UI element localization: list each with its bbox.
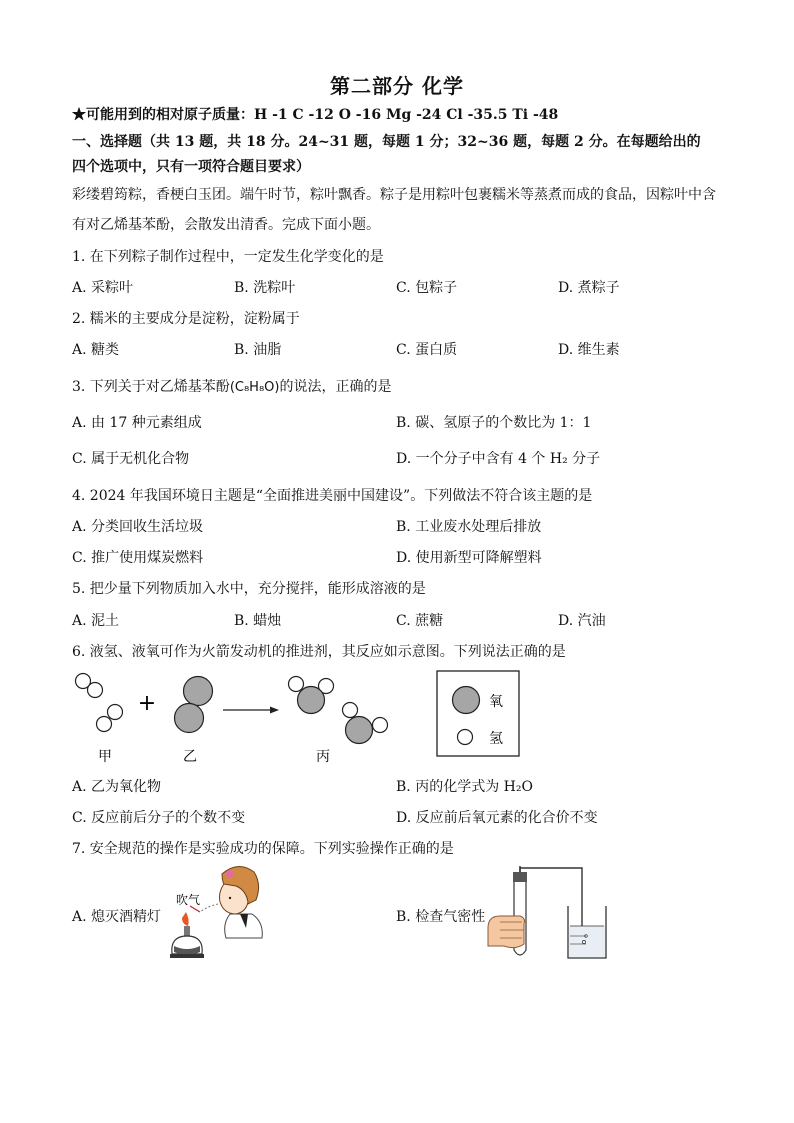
q2-option-b: B. 油脂: [234, 342, 282, 358]
q3-option-c: C. 属于无机化合物: [72, 451, 190, 467]
hydrogen-atom: [88, 683, 103, 698]
question-5-stem: 5. 把少量下列物质加入水中，充分搅拌，能形成溶液的是: [72, 581, 426, 597]
blowing-lamp-illustration: [160, 862, 270, 968]
legend-oxygen-label: 氧: [489, 694, 503, 710]
label-bing: 丙: [316, 749, 330, 765]
page-title: 第二部分 化学: [330, 74, 464, 98]
reaction-arrow: [223, 707, 279, 714]
oxygen-atom: [175, 704, 204, 733]
hydrogen-atom: [373, 718, 388, 733]
q4-option-c: C. 推广使用煤炭燃料: [72, 550, 204, 566]
question-6-stem: 6. 液氢、液氧可作为火箭发动机的推进剂，其反应如示意图。下列说法正确的是: [72, 644, 566, 660]
q5-option-c: C. 蔗糖: [396, 613, 444, 629]
hydrogen-atom: [343, 703, 358, 718]
section-heading-line-1: 一、选择题（共 13 题，共 18 分。24~31 题，每题 1 分；32~36 题，每题 2 分。在每题给出的: [72, 134, 701, 150]
oxygen-atom: [298, 687, 325, 714]
oxygen-legend-icon: [453, 687, 480, 714]
question-7-stem: 7. 安全规范的操作是实验成功的保障。下列实验操作正确的是: [72, 841, 454, 857]
question-4-stem: 4. 2024 年我国环境日主题是“全面推进美丽中国建设”。下列做法不符合该主题的是: [72, 488, 593, 504]
oxygen-atom: [184, 677, 213, 706]
q1-option-d: D. 煮粽子: [558, 280, 620, 296]
reaction-diagram: [65, 668, 535, 768]
q2-option-a: A. 糖类: [72, 342, 120, 358]
q1-option-c: C. 包粽子: [396, 280, 458, 296]
blow-air-label: 吹气: [176, 893, 201, 907]
legend-box: [437, 671, 519, 756]
q2-option-c: C. 蛋白质: [396, 342, 458, 358]
question-3-stem: [72, 376, 391, 396]
q3-formula: (C₈H₈O): [229, 380, 280, 395]
q3-option-b: B. 碳、氢原子的个数比为 1：1: [396, 415, 592, 431]
q4-option-d: D. 使用新型可降解塑料: [396, 550, 542, 566]
atomic-masses: ★可能用到的相对原子质量：H -1 C -12 O -16 Mg -24 Cl -35.5 Ti -48: [72, 107, 559, 123]
molecule-jia: [76, 674, 123, 732]
airtightness-check-illustration: [486, 866, 616, 966]
q1-option-a: A. 采粽叶: [72, 280, 134, 296]
q6-option-c: C. 反应前后分子的个数不变: [72, 810, 246, 826]
hair-bow-icon: [226, 870, 234, 878]
hydrogen-atom: [108, 705, 123, 720]
plus-sign: +: [137, 691, 157, 716]
hydrogen-atom: [97, 717, 112, 732]
molecule-bing: [289, 677, 388, 744]
question-1-stem: 1. 在下列粽子制作过程中，一定发生化学变化的是: [72, 249, 384, 265]
label-yi: 乙: [183, 749, 197, 765]
legend-hydrogen-label: 氢: [489, 731, 503, 747]
section-heading-line-2: 四个选项中，只有一项符合题目要求）: [72, 159, 310, 175]
q7-option-a: A. 熄灭酒精灯: [72, 909, 162, 925]
q2-option-d: D. 维生素: [558, 342, 620, 358]
oxygen-atom: [346, 717, 373, 744]
q3-option-d: D. 一个分子中含有 4 个 H₂ 分子: [396, 451, 601, 467]
hydrogen-atom: [289, 677, 304, 692]
molecule-yi: [175, 677, 213, 733]
q6-option-a: A. 乙为氧化物: [72, 779, 162, 795]
q1-option-b: B. 洗粽叶: [234, 280, 296, 296]
q4-option-a: A. 分类回收生活垃圾: [72, 519, 204, 535]
q6-option-d: D. 反应前后氧元素的化合价不变: [396, 810, 598, 826]
label-jia: 甲: [98, 749, 112, 765]
q7-option-b: B. 检查气密性: [396, 909, 486, 925]
q5-option-d: D. 汽油: [558, 613, 606, 629]
q3-option-a: A. 由 17 种元素组成: [72, 415, 202, 431]
q5-option-b: B. 蜡烛: [234, 613, 282, 629]
q3-stem-prefix: 3. 下列关于对乙烯基苯酚: [72, 379, 230, 395]
passage-line-2: 有对乙烯基苯酚，会散发出清香。完成下面小题。: [72, 217, 380, 233]
hydrogen-legend-icon: [458, 730, 473, 745]
q3-stem-suffix: 的说法，正确的是: [279, 379, 392, 395]
passage-line-1: 彩缕碧筠粽，香梗白玉团。端午时节，粽叶飘香。粽子是用粽叶包裹糯米等蒸煮而成的食品，因粽叶中含: [72, 187, 716, 203]
question-2-stem: 2. 糯米的主要成分是淀粉，淀粉属于: [72, 311, 300, 327]
q5-option-a: A. 泥土: [72, 613, 120, 629]
q6-option-b: B. 丙的化学式为 H₂O: [396, 779, 533, 795]
q4-option-b: B. 工业废水处理后排放: [396, 519, 542, 535]
